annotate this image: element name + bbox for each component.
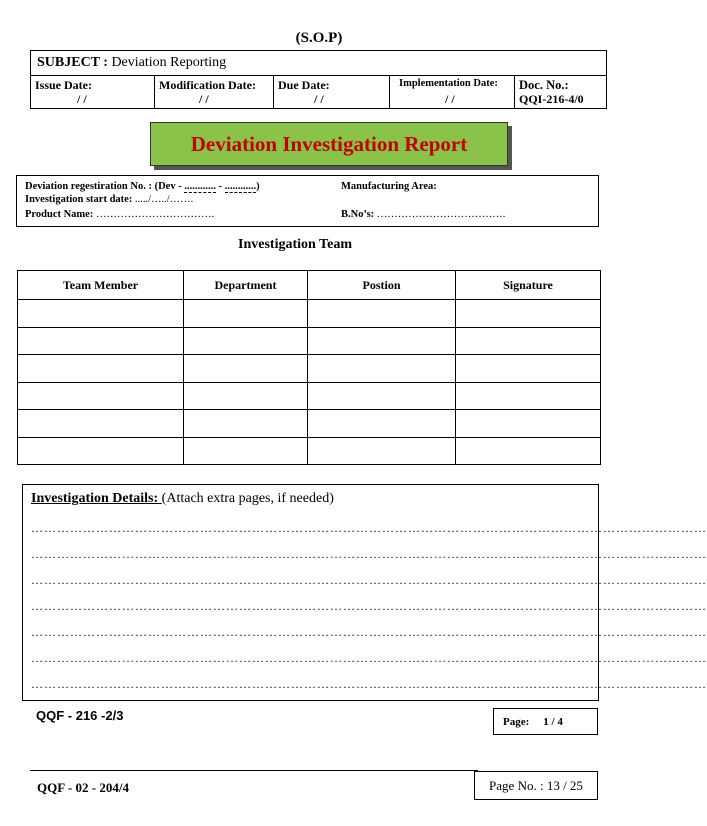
product-name-field[interactable]: ……………………………. bbox=[95, 209, 215, 220]
modification-date-cell bbox=[155, 76, 274, 108]
details-line-7[interactable]: ………………………………………………………………………………………………………………………………………… bbox=[31, 677, 707, 691]
position-cell[interactable] bbox=[308, 355, 456, 383]
registration-close: ) bbox=[256, 181, 260, 192]
registration-blank-1[interactable]: ............ bbox=[184, 181, 216, 192]
implementation-date-cell bbox=[390, 76, 515, 108]
position-cell[interactable] bbox=[308, 410, 456, 438]
doc-no-cell bbox=[515, 76, 605, 108]
col-team-member: Team Member bbox=[18, 271, 184, 300]
due-date-value: / / bbox=[314, 92, 324, 106]
modification-date-label: Modification Date: bbox=[159, 78, 256, 92]
details-line-2[interactable]: ………………………………………………………………………………………………………………………………………… bbox=[31, 547, 707, 561]
batch-no-line bbox=[341, 209, 505, 220]
registration-line bbox=[25, 181, 260, 192]
start-date-line bbox=[25, 194, 193, 205]
registration-label: Deviation regestiration No. : (Dev - bbox=[25, 181, 185, 192]
form-page-box bbox=[493, 708, 598, 735]
team-member-cell[interactable] bbox=[18, 355, 184, 383]
department-cell[interactable] bbox=[184, 410, 308, 438]
header-dates-row bbox=[31, 76, 606, 108]
footer-divider bbox=[30, 770, 478, 771]
signature-cell[interactable] bbox=[456, 300, 601, 328]
issue-date-cell bbox=[31, 76, 155, 108]
position-cell[interactable] bbox=[308, 327, 456, 355]
department-cell[interactable] bbox=[184, 437, 308, 465]
start-date-field[interactable]: ...../…../……. bbox=[134, 194, 194, 205]
document-header bbox=[30, 50, 607, 109]
investigation-team-title: Investigation Team bbox=[238, 237, 352, 252]
product-name-label: Product Name: bbox=[25, 209, 94, 220]
signature-cell[interactable] bbox=[456, 355, 601, 383]
product-name-line bbox=[25, 209, 214, 220]
table-row bbox=[18, 300, 601, 328]
team-member-cell[interactable] bbox=[18, 410, 184, 438]
subject-value: Deviation Reporting bbox=[111, 55, 227, 70]
registration-blank-2[interactable]: ............ bbox=[224, 181, 257, 192]
doc-no-value: QQI-216-4/0 bbox=[519, 92, 584, 106]
details-line-1[interactable]: ………………………………………………………………………………………………………………………………………… bbox=[31, 521, 707, 535]
table-row bbox=[18, 355, 601, 383]
subject-label: SUBJECT : bbox=[37, 55, 108, 70]
team-table-header bbox=[18, 271, 601, 300]
issue-date-label: Issue Date: bbox=[35, 78, 92, 92]
investigation-details-heading bbox=[31, 491, 334, 507]
investigation-details-title: Investigation Details: bbox=[31, 491, 162, 506]
registration-separator: - bbox=[215, 181, 225, 192]
form-page-label: Page: bbox=[503, 715, 530, 728]
due-date-label: Due Date: bbox=[278, 78, 330, 92]
details-line-4[interactable]: ………………………………………………………………………………………………………………………………………… bbox=[31, 599, 707, 613]
doc-no-label: Doc. No.: bbox=[519, 78, 569, 92]
implementation-date-label: Implementation Date: bbox=[399, 78, 498, 89]
position-cell[interactable] bbox=[308, 437, 456, 465]
report-title: Deviation Investigation Report bbox=[190, 131, 468, 156]
signature-cell[interactable] bbox=[456, 327, 601, 355]
col-department: Department bbox=[184, 271, 308, 300]
signature-cell[interactable] bbox=[456, 437, 601, 465]
position-cell[interactable] bbox=[308, 300, 456, 328]
department-cell[interactable] bbox=[184, 300, 308, 328]
due-date-cell bbox=[274, 76, 390, 108]
details-line-5[interactable]: ………………………………………………………………………………………………………………………………………… bbox=[31, 625, 707, 639]
department-cell[interactable] bbox=[184, 355, 308, 383]
table-row bbox=[18, 327, 601, 355]
manufacturing-area-label: Manufacturing Area: bbox=[341, 181, 437, 192]
team-member-cell[interactable] bbox=[18, 300, 184, 328]
investigation-details-box bbox=[22, 484, 707, 701]
team-member-cell[interactable] bbox=[18, 327, 184, 355]
table-row bbox=[18, 382, 601, 410]
deviation-info-box bbox=[16, 175, 599, 227]
signature-cell[interactable] bbox=[456, 410, 601, 438]
table-row bbox=[18, 410, 601, 438]
batch-no-field[interactable]: ………………………………. bbox=[376, 209, 506, 220]
footer-code: QQF - 02 - 204/4 bbox=[37, 780, 129, 795]
signature-cell[interactable] bbox=[456, 382, 601, 410]
department-cell[interactable] bbox=[184, 327, 308, 355]
col-signature: Signature bbox=[456, 271, 601, 300]
subject-row bbox=[31, 51, 606, 76]
batch-no-label: B.No’s: bbox=[341, 209, 375, 220]
form-page-value: 1 / 4 bbox=[543, 715, 563, 728]
start-date-label: Investigation start date: bbox=[25, 194, 133, 205]
team-member-cell[interactable] bbox=[18, 437, 184, 465]
issue-date-value: / / bbox=[77, 92, 87, 106]
footer-page-number: Page No. : 13 / 25 bbox=[474, 771, 598, 800]
modification-date-value: / / bbox=[199, 92, 209, 106]
investigation-details-note: (Attach extra pages, if needed) bbox=[161, 491, 334, 506]
investigation-team-table bbox=[17, 270, 601, 465]
implementation-date-value: / / bbox=[445, 92, 455, 106]
form-code: QQF - 216 -2/3 bbox=[36, 708, 124, 723]
department-cell[interactable] bbox=[184, 382, 308, 410]
details-line-6[interactable]: ………………………………………………………………………………………………………………………………………… bbox=[31, 651, 707, 665]
table-row bbox=[18, 437, 601, 465]
details-line-3[interactable]: ………………………………………………………………………………………………………………………………………… bbox=[31, 573, 707, 587]
team-member-cell[interactable] bbox=[18, 382, 184, 410]
position-cell[interactable] bbox=[308, 382, 456, 410]
sop-heading: (S.O.P) bbox=[295, 30, 343, 46]
report-title-banner bbox=[150, 122, 508, 166]
col-position: Postion bbox=[308, 271, 456, 300]
